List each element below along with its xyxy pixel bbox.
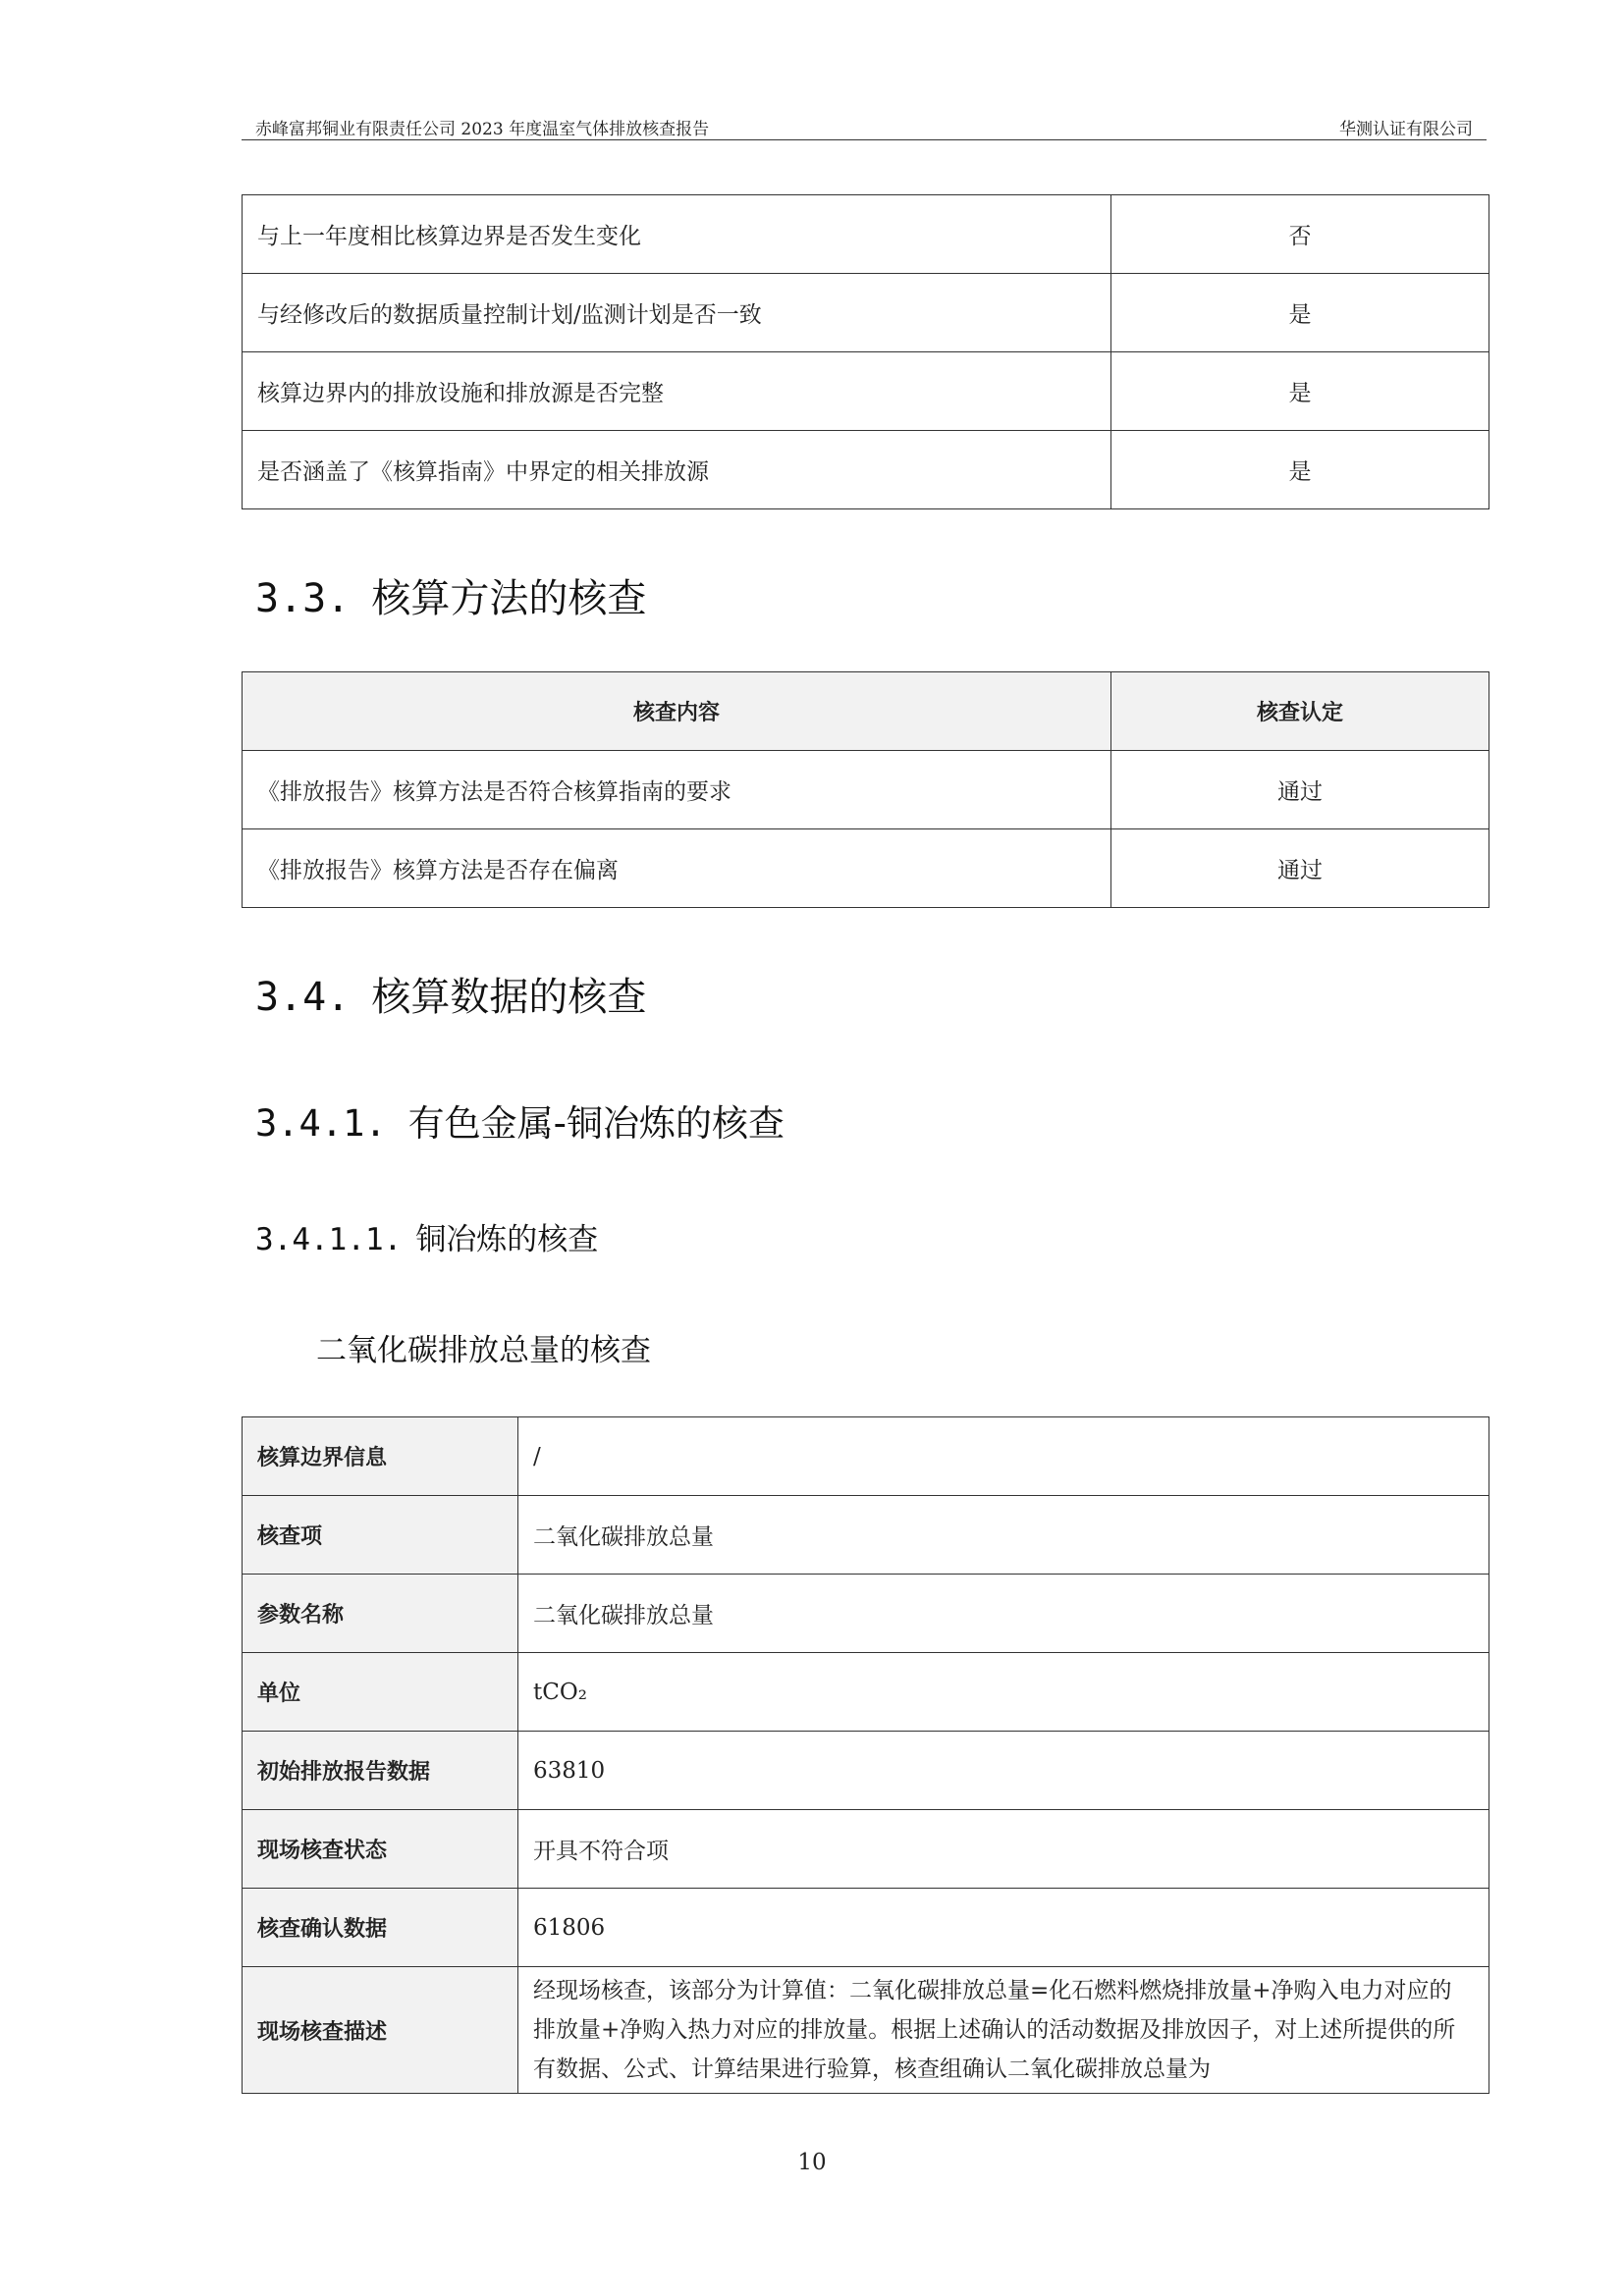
check-result: 通过: [1111, 829, 1489, 908]
method-check-table: [242, 671, 1489, 908]
field-label: 参数名称: [243, 1575, 518, 1653]
check-result: 是: [1111, 352, 1489, 431]
section-heading-3-4-1-1: [255, 1214, 598, 1258]
table-row: [243, 1967, 1489, 2094]
section-number: 3.4.1.1.: [255, 1222, 403, 1257]
section-heading-3-4-1: [255, 1094, 785, 1147]
field-value: 开具不符合项: [518, 1810, 1489, 1889]
column-header: 核查认定: [1111, 672, 1489, 751]
field-label: 现场核查描述: [243, 1967, 518, 2094]
subsection-heading: 二氧化碳排放总量的核查: [316, 1333, 651, 1368]
field-value: 二氧化碳排放总量: [518, 1496, 1489, 1575]
section-heading-3-3: [255, 567, 646, 623]
check-result: 是: [1111, 431, 1489, 509]
table-row: [243, 1810, 1489, 1889]
table-header-row: [243, 672, 1489, 751]
section-title: 核算数据的核查: [371, 975, 647, 1020]
section-heading-3-4: [255, 966, 646, 1022]
section-title: 有色金属-铜冶炼的核查: [407, 1102, 785, 1145]
check-item: 与经修改后的数据质量控制计划/监测计划是否一致: [243, 274, 1111, 352]
check-result: 通过: [1111, 751, 1489, 829]
field-label: 核查项: [243, 1496, 518, 1575]
check-item: 《排放报告》核算方法是否符合核算指南的要求: [243, 751, 1111, 829]
check-item: 是否涵盖了《核算指南》中界定的相关排放源: [243, 431, 1111, 509]
check-item: 核算边界内的排放设施和排放源是否完整: [243, 352, 1111, 431]
header-company: 华测认证有限公司: [1339, 120, 1473, 139]
table-row: [243, 431, 1489, 509]
table-row: [243, 352, 1489, 431]
check-result: 是: [1111, 274, 1489, 352]
section-number: 3.3.: [255, 576, 351, 621]
table-row: [243, 274, 1489, 352]
column-header: 核查内容: [243, 672, 1111, 751]
field-label: 现场核查状态: [243, 1810, 518, 1889]
table-row: [243, 829, 1489, 908]
field-label: 核查确认数据: [243, 1889, 518, 1967]
page-number: 10: [797, 2150, 827, 2175]
field-value: 63810: [518, 1732, 1489, 1810]
check-item: 与上一年度相比核算边界是否发生变化: [243, 195, 1111, 274]
field-label: 初始排放报告数据: [243, 1732, 518, 1810]
field-value: 61806: [518, 1889, 1489, 1967]
check-item: 《排放报告》核算方法是否存在偏离: [243, 829, 1111, 908]
section-number: 3.4.1.: [255, 1102, 387, 1145]
table-row: [243, 1653, 1489, 1732]
field-label: 单位: [243, 1653, 518, 1732]
table-row: [243, 1417, 1489, 1496]
check-result: 否: [1111, 195, 1489, 274]
boundary-check-table: [242, 194, 1489, 509]
table-row: [243, 1575, 1489, 1653]
table-row: [243, 1496, 1489, 1575]
co2-total-table: [242, 1416, 1489, 2094]
field-label: 核算边界信息: [243, 1417, 518, 1496]
table-row: [243, 751, 1489, 829]
table-row: [243, 1889, 1489, 1967]
field-value: /: [518, 1417, 1489, 1496]
field-value: 二氧化碳排放总量: [518, 1575, 1489, 1653]
section-title: 核算方法的核查: [371, 576, 647, 621]
section-number: 3.4.: [255, 975, 351, 1020]
section-title: 铜冶炼的核查: [415, 1222, 599, 1257]
table-row: [243, 1732, 1489, 1810]
table-row: [243, 195, 1489, 274]
field-value: 经现场核查，该部分为计算值：二氧化碳排放总量=化石燃料燃烧排放量+净购入电力对应的排放量+净购入热力对应的排放量。根据上述确认的活动数据及排放因子，对上述所提供的所有数据、公式、计算结果进行验算，核查组确认二氧化碳排放总量为: [518, 1967, 1489, 2094]
page-header: [242, 110, 1487, 140]
header-report-title: 赤峰富邦铜业有限责任公司 2023 年度温室气体排放核查报告: [255, 120, 710, 139]
field-value: tCO₂: [518, 1653, 1489, 1732]
